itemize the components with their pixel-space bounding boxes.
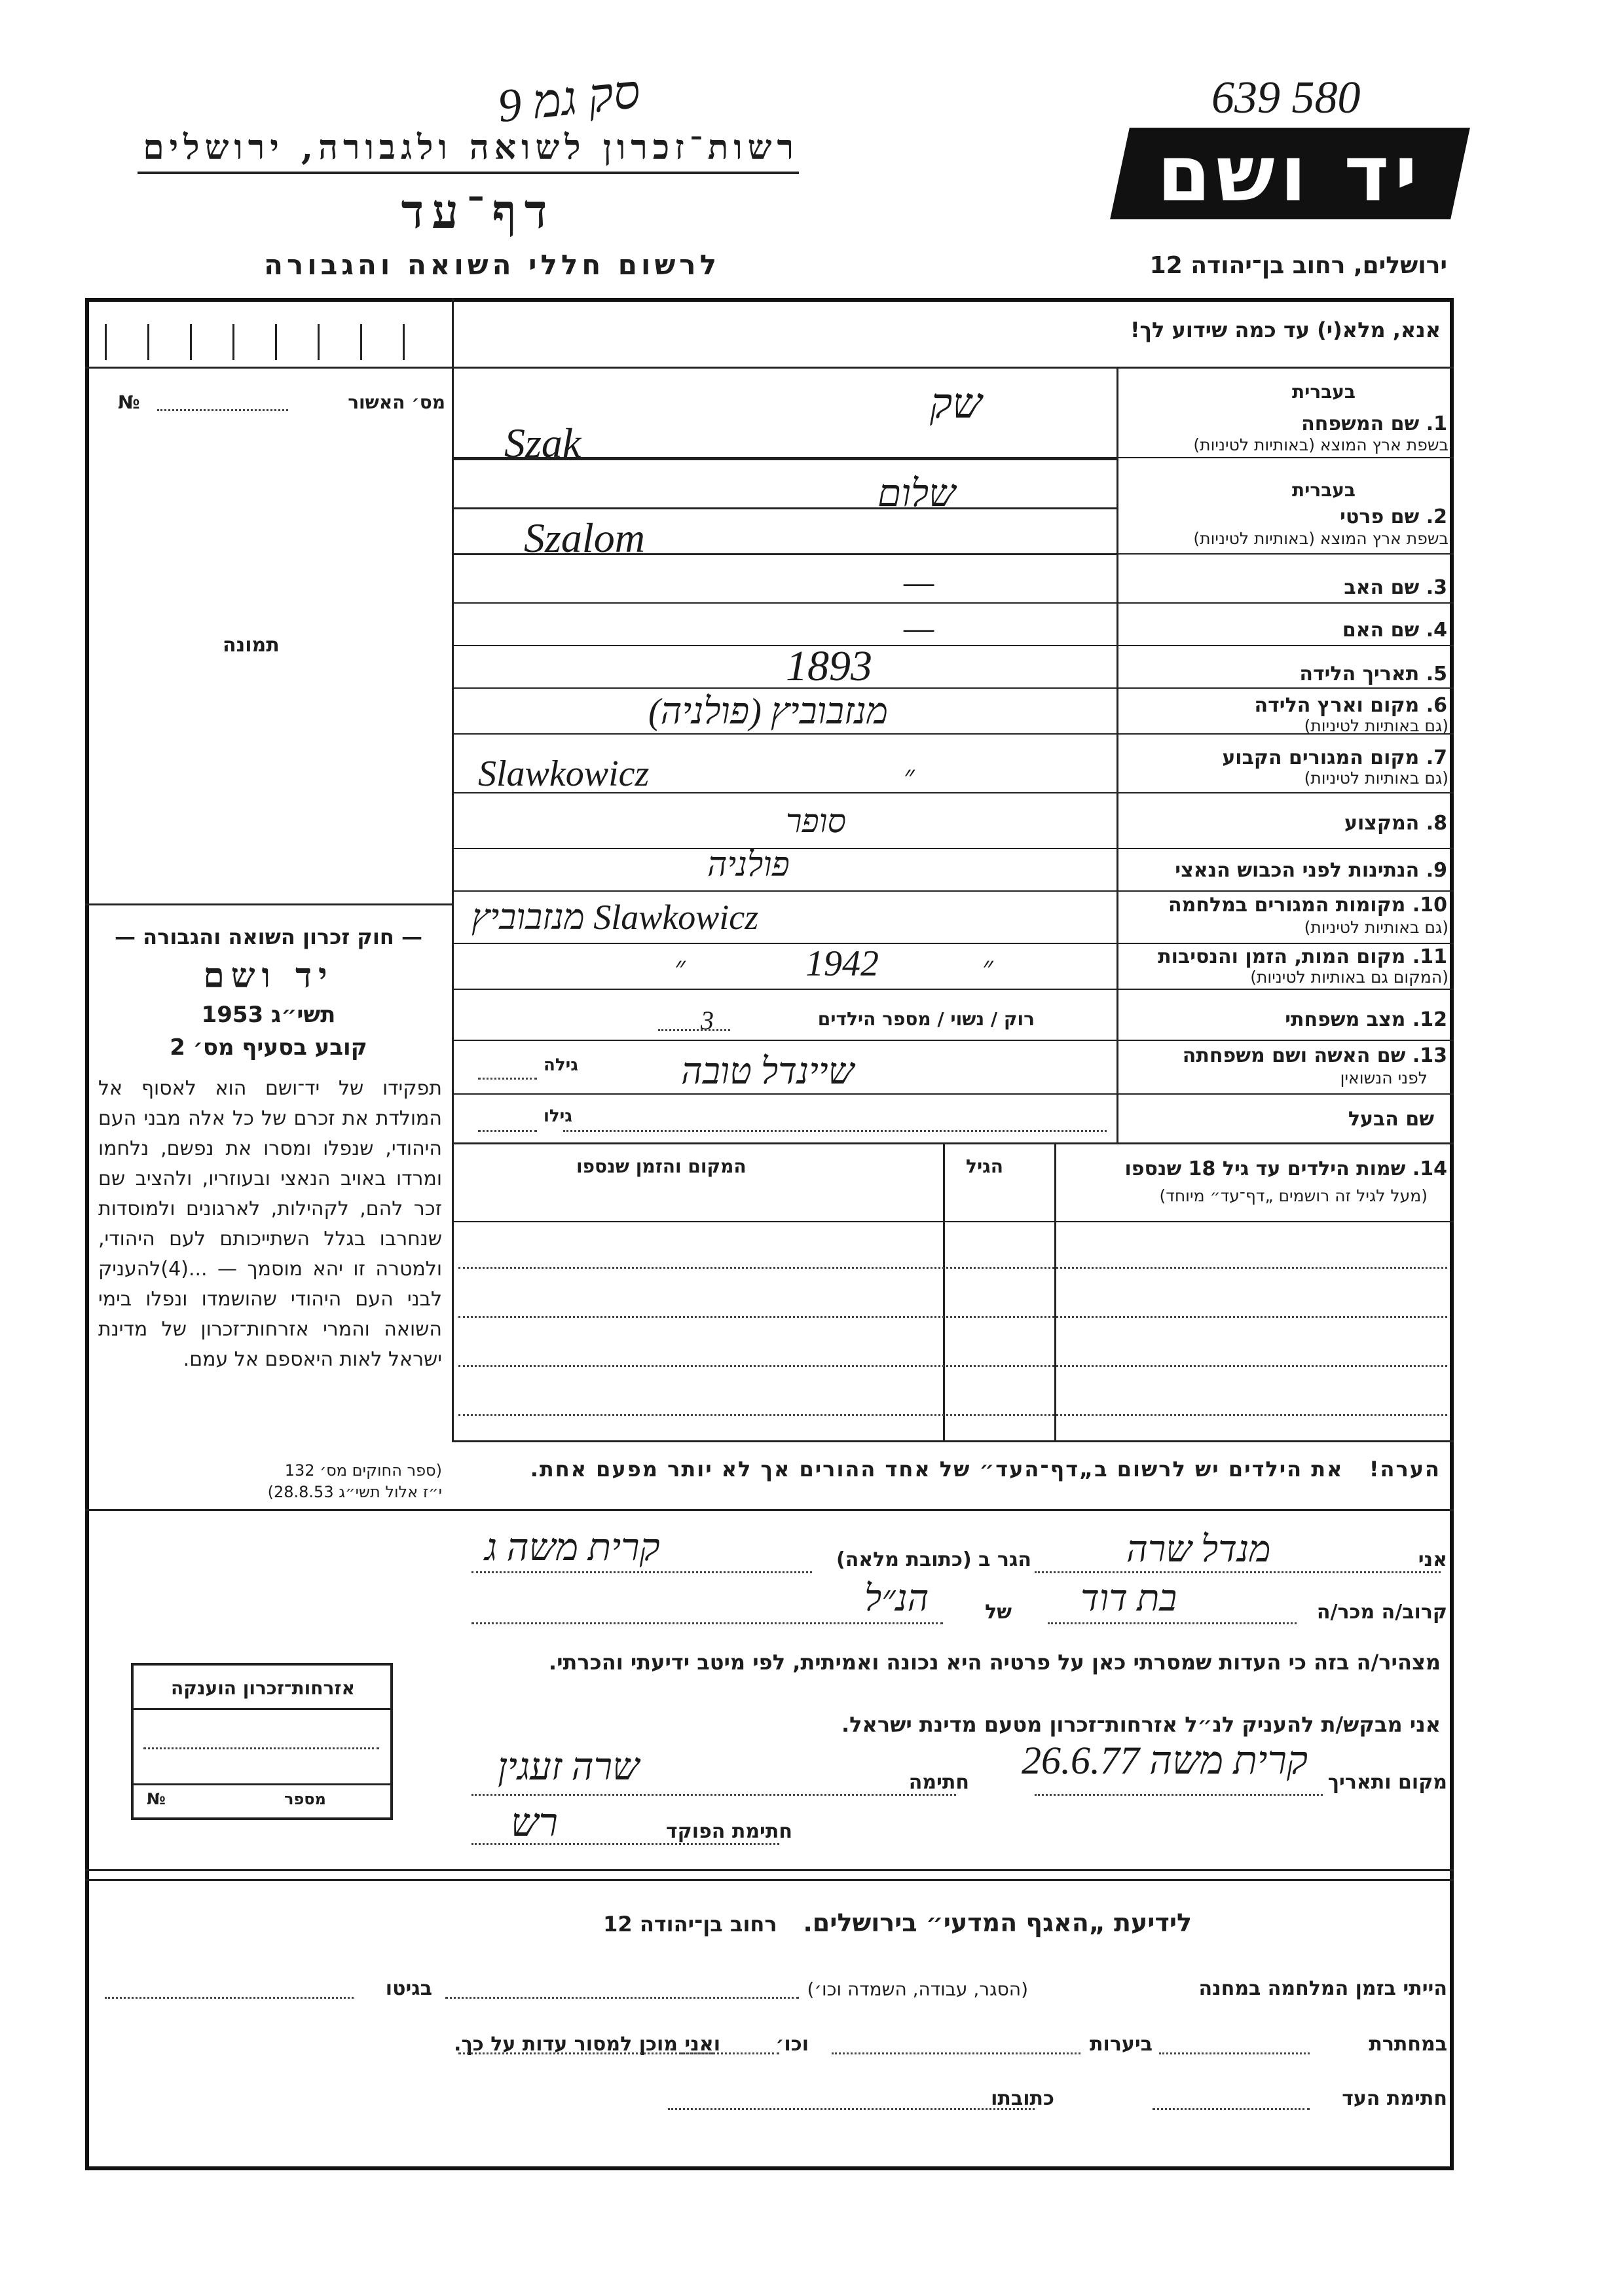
- footer-line1-b: (הסגר, עבודה, השמדה וכו׳): [807, 1978, 1028, 2000]
- f1-value-latin[interactable]: Szak: [504, 420, 581, 466]
- footer-forests-field[interactable]: [832, 2052, 1080, 2054]
- f11-label: 11. מקום המות, הזמן והנסיבות: [1158, 945, 1447, 968]
- row-line: [452, 848, 1454, 849]
- f12-value[interactable]: 3: [701, 1006, 714, 1035]
- decl-signature-value[interactable]: שרה זעגין: [498, 1745, 640, 1788]
- f9-value[interactable]: פולניה: [707, 847, 790, 884]
- law-clause: קובע בסעיף מס׳ 2: [170, 1034, 367, 1061]
- decl-statement: מצהיר/ה בזה כי העדות שמסרתי כאן על פרטיה היא נכונה ואמיתית, לפי מיטב ידיעתי והכרתי.: [548, 1650, 1441, 1675]
- certificate-title: אזרחות־זכרון הוענקה: [171, 1677, 355, 1699]
- f12-label: 12. מצב משפחתי: [1285, 1008, 1447, 1031]
- f11-sublabel: (המקום גם באותיות לטיניות): [1250, 968, 1449, 987]
- certificate-number-line: [134, 1783, 392, 1785]
- decl-i-label: אני: [1418, 1548, 1447, 1571]
- footer-camp-field[interactable]: [445, 1997, 799, 1999]
- footer-witness-address-field[interactable]: [668, 2108, 1035, 2110]
- f6-value[interactable]: מנזבוביץ (פולניה): [648, 691, 889, 732]
- footer-address: רחוב בן־יהודה 12: [603, 1912, 777, 1937]
- decl-officer-label: חתימת הפוקד: [666, 1820, 792, 1843]
- footer-separator: [85, 1879, 1454, 1881]
- f7-ditto: ״: [904, 760, 915, 792]
- f13-sublabel: לפני הנשואין: [1340, 1068, 1428, 1087]
- authority-name: רשות־זכרון לשואה ולגבורה, ירושלים: [143, 128, 799, 168]
- law-year: תשי״ג 1953: [201, 1002, 336, 1028]
- footer-line3-a: חתימת העד: [1342, 2087, 1447, 2110]
- f2-value-latin[interactable]: Szalom: [524, 515, 645, 561]
- decl-relative-field[interactable]: [1048, 1622, 1297, 1624]
- photo-label: תמונה: [223, 634, 280, 657]
- note-body: את הילדים יש לרשום ב„דף־העד״ של אחד ההורים אך לא יותר מפעם אחת.: [530, 1457, 1344, 1482]
- decl-lives-value[interactable]: קרית משה ג: [485, 1526, 660, 1569]
- stamp-number: 639 580: [1211, 73, 1361, 123]
- row-line: [452, 1142, 1454, 1144]
- footer-testimony-field[interactable]: [458, 2052, 714, 2054]
- f5-value[interactable]: 1893: [786, 642, 872, 690]
- certificate-box: [131, 1663, 393, 1820]
- footer-line2-a: במחתרת: [1369, 2033, 1447, 2056]
- form-subtitle: לרשום חללי השואה והגבורה: [264, 249, 720, 281]
- f8-value[interactable]: סופר: [786, 803, 846, 839]
- husband-label: שם הבעל: [1348, 1108, 1434, 1131]
- footer-witness-sig-field[interactable]: [1153, 2108, 1310, 2110]
- decl-place-date-label: מקום ותאריך: [1327, 1771, 1447, 1794]
- footer-line1-c: בגיטו: [385, 1977, 432, 2000]
- footer-line2-b: ביערות: [1090, 2033, 1153, 2056]
- decl-place-date-value[interactable]: קרית משה 26.6.77: [1022, 1739, 1308, 1782]
- approval-label: מס׳ האשור: [348, 392, 445, 413]
- f10-value[interactable]: מנזבוביץ Slawkowicz: [471, 898, 759, 937]
- f5-label: 5. תאריך הלידה: [1299, 663, 1447, 685]
- row-line: [452, 943, 1454, 944]
- row-line: [452, 507, 1116, 509]
- f14-row[interactable]: [458, 1267, 1447, 1269]
- label-column-separator: [1116, 367, 1118, 1142]
- f6-label: 6. מקום וארץ הלידה: [1254, 694, 1447, 717]
- f14-col-age: הגיל: [966, 1156, 1003, 1177]
- husband-age-field[interactable]: [478, 1130, 537, 1132]
- approval-number-sign: №: [118, 392, 140, 413]
- f4-label: 4. שם האם: [1342, 619, 1447, 642]
- footer-ghetto-field[interactable]: [105, 1997, 354, 1999]
- f14-sublabel: (מעל לגיל זה רושמים „דף־עד״ מיוחד): [1159, 1186, 1428, 1205]
- sidebar-separator: [452, 298, 454, 1440]
- decl-request: אני מבקש/ת להעניק לנ״ל אזרחות־זכרון מטעם מדינת ישראל.: [841, 1712, 1441, 1737]
- intro-separator: [85, 367, 1454, 369]
- authority-underline: [138, 172, 799, 174]
- footer-underground-field[interactable]: [1159, 2052, 1310, 2054]
- decl-relative-label: קרוב/ה מכר/ה: [1316, 1601, 1447, 1624]
- certificate-number-label: מספר: [284, 1790, 326, 1808]
- row-line: [452, 645, 1454, 646]
- row-line: [452, 1093, 1454, 1095]
- certificate-title-line: [134, 1708, 392, 1710]
- f7-value[interactable]: Slawkowicz: [478, 754, 650, 794]
- f1-label: 1. שם המשפחה: [1301, 412, 1447, 435]
- footer-line3-b: כתובתו: [991, 2087, 1054, 2110]
- decl-of-label: של: [985, 1601, 1012, 1624]
- f12-options: רוק / נשוי / מספר הילדים: [817, 1008, 1035, 1030]
- f2-hebrew-tag: בעברית: [1291, 479, 1356, 501]
- f9-label: 9. הנתינות לפני הכבוש הנאצי: [1175, 859, 1447, 882]
- yad-vashem-logo: יד ושם: [1110, 128, 1470, 219]
- note-label: הערה!: [1369, 1457, 1441, 1482]
- note-text: [458, 1457, 1441, 1482]
- f13-value[interactable]: שיינדל טובה: [681, 1051, 855, 1092]
- row-line: [452, 457, 1454, 458]
- row-line: [452, 890, 1454, 892]
- f13-age-label: גילה: [544, 1055, 578, 1075]
- approval-ticks: [92, 324, 445, 363]
- f7-sublabel: (גם באותיות לטיניות): [1304, 769, 1449, 788]
- note-bottom-line: [85, 1509, 1454, 1511]
- f8-label: 8. המקצוע: [1344, 812, 1447, 835]
- row-line: [452, 1040, 1454, 1041]
- row-line: [452, 602, 1454, 604]
- footer-separator: [85, 1869, 1454, 1871]
- husband-name-field[interactable]: [563, 1130, 1107, 1132]
- law-text: תפקידו של יד־ושם הוא לאסוף אל המולדת את זכרם של כל אלה מבני העם היהודי, שנפלו ומסרו את נפשם, נלחמו ומרדו באויב הנאצי ובעוזריו, ולהציב שם זכר להם, לקהילות, לארגונים ולמוסדות שנחרבו בגלל השתייכותם לעם היהודי, ולמטרה זו יהא מוסמך — ...(4)להעניק לבני העם היהודי שהושמדו ונפלו בימי השואה והמרי אזרחות־זכרון של מדינת ישראל לאות היאספם אל עמם.: [98, 1077, 442, 1371]
- footer-line2-d: ואני מוכן למסור עדות על כך.: [454, 2033, 720, 2056]
- row-line: [452, 687, 1454, 689]
- f1-hebrew-tag: בעברית: [1291, 381, 1356, 403]
- footer-heading-text: לידיעת „האגף המדעי״ בירושלים.: [803, 1908, 1192, 1937]
- f14-col-place: המקום והזמן שנספו: [576, 1156, 747, 1177]
- law-date: י״ז אלול תשי״ג 28.8.53): [267, 1483, 442, 1501]
- f11-value[interactable]: 1942: [805, 943, 879, 984]
- f1-value-hebrew[interactable]: שק: [930, 380, 982, 427]
- f11-ditto: ״: [674, 951, 686, 983]
- f10-sublabel: (גם באותיות לטיניות): [1304, 918, 1449, 937]
- decl-of-field[interactable]: [471, 1622, 943, 1624]
- footer-line2-c: וכו׳: [775, 2033, 809, 2056]
- form-title: דף־עד: [401, 183, 555, 239]
- decl-signature-label: חתימה: [908, 1771, 969, 1794]
- f10-label: 10. מקומות המגורים במלחמה: [1168, 894, 1447, 917]
- decl-lives-field[interactable]: [471, 1571, 812, 1573]
- f14-label: 14. שמות הילדים עד גיל 18 שנספו: [1124, 1157, 1447, 1180]
- decl-officer-value[interactable]: רש: [511, 1801, 558, 1844]
- note-top-line: [452, 1440, 1454, 1442]
- f3-value[interactable]: —: [904, 564, 934, 601]
- handwritten-mark: סק גמ 9: [495, 65, 643, 133]
- f13-age-field[interactable]: [478, 1078, 537, 1080]
- f11-ditto: ״: [982, 951, 993, 983]
- f2-value-hebrew[interactable]: שלום: [877, 472, 956, 515]
- intro-text: אנא, מלא(י) עד כמה שידוע לך!: [1130, 318, 1441, 342]
- decl-relative-value[interactable]: בת דוד: [1080, 1578, 1177, 1619]
- law-name: יד ושם: [203, 956, 334, 996]
- f14-col-divider: [943, 1142, 945, 1440]
- certificate-line[interactable]: [143, 1747, 379, 1749]
- f14-row[interactable]: [458, 1316, 1447, 1318]
- f3-label: 3. שם האב: [1344, 576, 1447, 599]
- approval-number-field[interactable]: [157, 409, 288, 411]
- row-line: [452, 733, 1454, 735]
- f12-children-field[interactable]: [658, 1029, 730, 1031]
- husband-age-label: גילו: [544, 1106, 572, 1126]
- decl-i-field[interactable]: [1035, 1571, 1441, 1573]
- footer-heading: [458, 1908, 1192, 1937]
- row-line: [452, 989, 1454, 990]
- header-address: ירושלים, רחוב בן־יהודה 12: [1149, 252, 1447, 279]
- decl-signature-field[interactable]: [471, 1794, 956, 1796]
- sidebar-law-separator: [85, 903, 453, 905]
- f6-sublabel: (גם באותיות לטיניות): [1304, 716, 1449, 735]
- decl-place-date-field[interactable]: [1035, 1794, 1323, 1796]
- f14-col-divider: [1054, 1142, 1056, 1440]
- decl-lives-label: הגר ב (כתובת מלאה): [836, 1548, 1031, 1571]
- certificate-number-sign: №: [147, 1790, 166, 1808]
- f4-value[interactable]: —: [904, 610, 934, 647]
- f2-sublabel: בשפת ארץ המוצא (באותיות לטיניות): [1193, 529, 1449, 548]
- f7-label: 7. מקום המגורים הקבוע: [1222, 746, 1447, 769]
- footer-line1-a: הייתי בזמן המלחמה במחנה: [1198, 1977, 1447, 2000]
- decl-i-value[interactable]: מנדל שרה: [1126, 1529, 1271, 1570]
- f14-row[interactable]: [458, 1365, 1447, 1367]
- f14-row[interactable]: [458, 1414, 1447, 1416]
- decl-of-value[interactable]: הנ״ל: [864, 1578, 929, 1619]
- f13-label: 13. שם האשה ושם משפחתה: [1182, 1044, 1447, 1067]
- f2-label: 2. שם פרטי: [1340, 505, 1447, 528]
- law-title: — חוק זכרון השואה והגבורה —: [115, 924, 422, 949]
- law-source: (ספר החוקים מס׳ 132: [284, 1461, 442, 1480]
- f14-header-line: [452, 1221, 1454, 1222]
- f1-sublabel: בשפת ארץ המוצא (באותיות לטיניות): [1193, 435, 1449, 454]
